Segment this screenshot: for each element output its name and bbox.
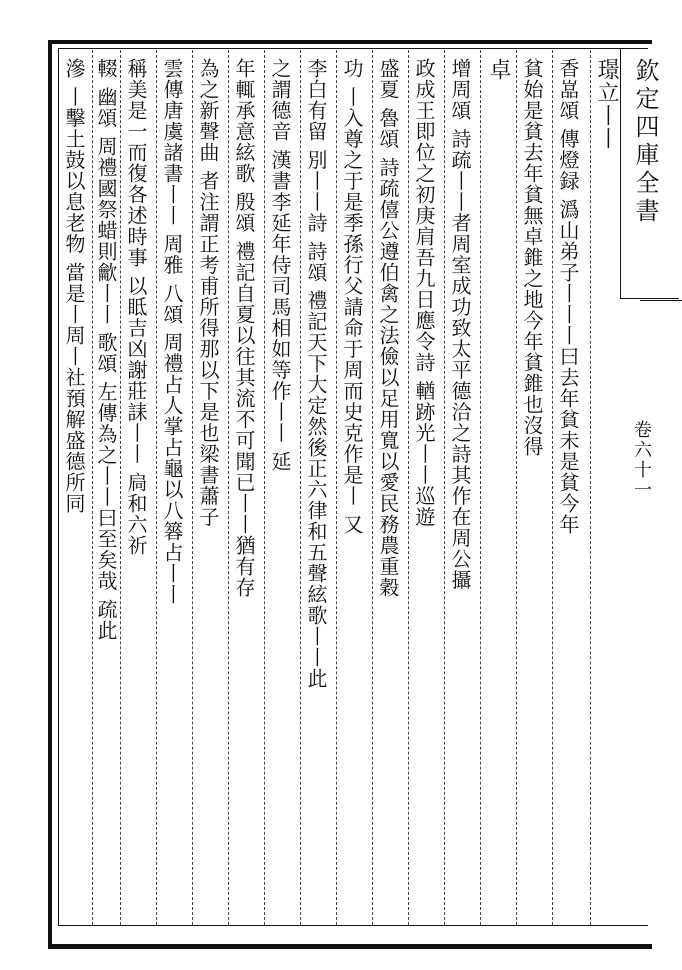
text-column: 之謂德音 漢書李延年侍司馬相如等作丨丨 延 [268,58,292,472]
column-rule [444,50,445,925]
column-rule [192,50,193,925]
text-column: 香嵓頌 傳燈録 潙山弟子丨丨丨曰去年貧未是貧今年 [556,58,580,535]
text-column: 增周頌 詩疏丨丨者周室成功致太平德洽之詩其作在周公攝 [448,58,472,591]
text-column: 功 丨入尊之于是季孫行父請命于周而史克作是丨 又 [340,58,364,535]
column-rule [120,50,121,925]
text-column: 貧始是貧去年貧無卓錐之地今年貧錐也沒得 [520,58,544,457]
column-rule [156,50,157,925]
inner-border-bottom [58,925,648,926]
text-column: 李白有留 別丨丨詩 詩頌 禮記天下大定然後正六律和五聲絃歌丨丨此 [304,58,328,690]
book-title: 欽定四庫全書 [631,58,659,226]
column-rule [590,50,591,925]
column-rule [336,50,337,925]
text-column: 輟 幽頌 周禮國祭蜡則龡丨丨 歌頌 左傳為之丨丨曰至矣哉 疏此 [94,58,118,641]
column-rule [408,50,409,925]
volume-label: 卷六十一 [631,420,652,500]
text-column: 滲 丨擊土鼓以息老物 當是丨周丨社預解盛德所同 [62,58,86,514]
inner-border-top [58,48,648,49]
text-column: 年輒承意絃歌 殷頌 禮記自夏以往其流不可聞已丨丨猶有存 [232,58,256,598]
text-column: 雲傳唐虞諸書丨丨 周雅 八頌 周禮占人掌占龜以八簭占丨丨 [160,58,184,606]
column-rule [300,50,301,925]
column-rule [552,50,553,925]
edge-divider [640,300,682,301]
inner-border-left [58,48,59,926]
column-rule [228,50,229,925]
text-column: 盛夏 魯頌 詩疏僖公遵伯禽之法儉以足用寬以愛民務農重穀 [376,58,400,598]
text-column: 卓 [486,58,511,81]
column-rule [264,50,265,925]
column-rule [92,50,93,925]
column-rule [480,50,481,925]
text-column: 稱美是一而復各述時事 以眡吉凶謝莊誄丨丨 扃和六祈 [124,58,148,556]
column-rule [516,50,517,925]
column-rule [372,50,373,925]
text-column: 璟立丨丨 [594,58,619,150]
text-column: 政成王即位之初庚肩吾九日應令詩 輶跡光丨丨巡遊 [412,58,436,528]
text-column: 為之新聲曲 者注謂正考甫所得那以下是也梁書蕭子 [196,58,220,528]
